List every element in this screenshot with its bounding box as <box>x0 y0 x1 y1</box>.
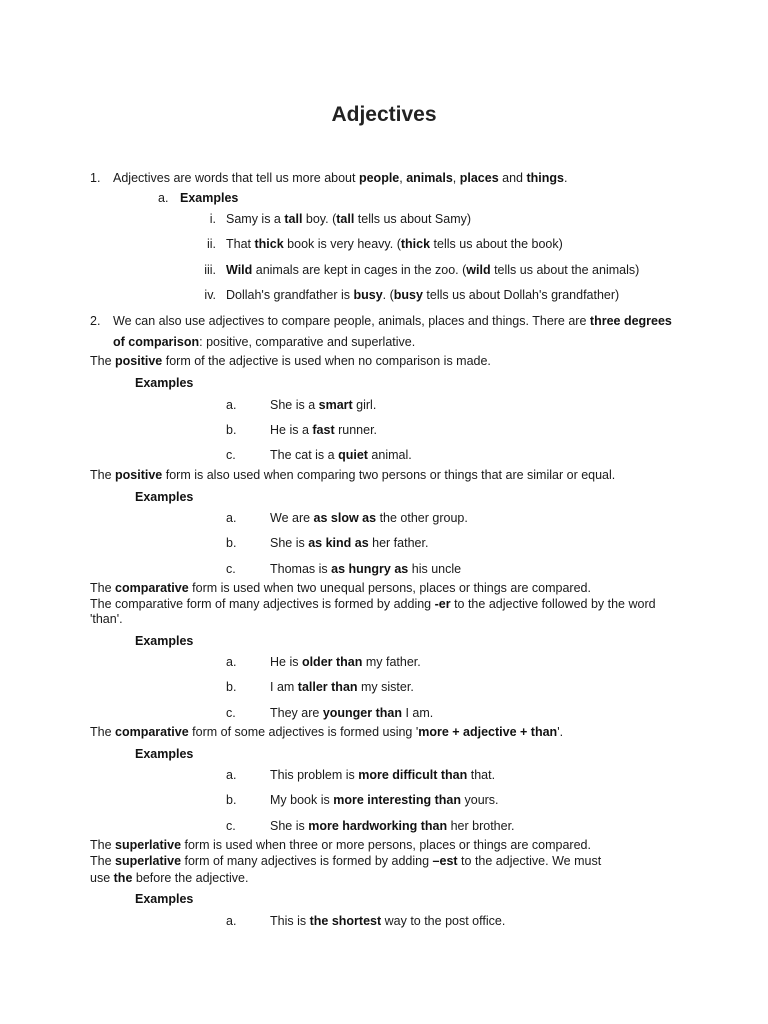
example-letter: b. <box>226 793 237 807</box>
bold-term: wild <box>466 263 491 277</box>
example-letter: a. <box>226 398 237 412</box>
example-letter: c. <box>226 706 236 720</box>
bold-term: tall <box>336 212 355 226</box>
bold-term: thick <box>400 237 431 251</box>
example-sentence: I am taller than my sister. <box>270 680 414 694</box>
bold-term: the shortest <box>309 914 382 928</box>
paragraph-line: 'than'. <box>90 612 123 626</box>
example-letter: c. <box>226 562 236 576</box>
bold-term: fast <box>312 423 335 437</box>
list-item-text: of comparison: positive, comparative and superlative. <box>113 335 416 349</box>
examples-heading: Examples <box>135 376 194 390</box>
example-letter: a. <box>226 511 237 525</box>
example-sentence: My book is more interesting than yours. <box>270 793 499 807</box>
examples-heading: Examples <box>135 892 194 906</box>
bold-term: superlative <box>115 854 182 868</box>
example-sentence: Thomas is as hungry as his uncle <box>270 562 462 576</box>
example-sentence: Wild animals are kept in cages in the zoo. (wild tells us about the animals) <box>226 263 640 277</box>
example-letter: b. <box>226 536 237 550</box>
bold-term: taller than <box>297 680 358 694</box>
sublist-letter: a. <box>158 191 169 205</box>
example-sentence: Samy is a tall boy. (tall tells us about Samy) <box>226 212 472 226</box>
list-item-text: Adjectives are words that tell us more about people, animals, places and things. <box>113 171 568 185</box>
examples-heading: Examples <box>180 191 239 205</box>
paragraph-line: use the before the adjective. <box>90 871 249 885</box>
list-number: 2. <box>90 314 101 328</box>
roman-numeral: ii. <box>206 237 216 251</box>
bold-term: things <box>526 171 564 185</box>
bold-term: Wild <box>226 263 253 277</box>
bold-term: quiet <box>338 448 368 462</box>
example-sentence: She is more hardworking than her brother. <box>270 819 515 833</box>
list-item-text: We can also use adjectives to compare people, animals, places and things. There are three degrees <box>113 314 672 328</box>
example-sentence: This is the shortest way to the post office. <box>270 914 506 928</box>
example-sentence: They are younger than I am. <box>270 706 434 720</box>
example-letter: a. <box>226 655 237 669</box>
examples-heading: Examples <box>135 490 194 504</box>
bold-term: animals <box>406 171 453 185</box>
bold-term: positive <box>115 354 163 368</box>
bold-term: the <box>113 871 133 885</box>
bold-term: more + adjective + than <box>418 725 558 739</box>
paragraph-line: The superlative form is used when three or more persons, places or things are compared. <box>90 838 591 852</box>
bold-term: three degrees <box>589 314 672 328</box>
bold-term: –est <box>432 854 458 868</box>
example-letter: a. <box>226 768 237 782</box>
example-letter: c. <box>226 448 236 462</box>
examples-heading: Examples <box>135 634 194 648</box>
bold-term: busy <box>353 288 383 302</box>
examples-heading: Examples <box>135 747 194 761</box>
example-sentence: We are as slow as the other group. <box>270 511 468 525</box>
bold-term: more difficult than <box>358 768 468 782</box>
paragraph-line: The positive form of the adjective is used when no comparison is made. <box>90 354 491 368</box>
bold-term: older than <box>301 655 363 669</box>
bold-term: thick <box>254 237 284 251</box>
paragraph-line: The positive form is also used when comparing two persons or things that are similar or equal. <box>90 468 616 482</box>
example-sentence: Dollah's grandfather is busy. (busy tells us about Dollah's grandfather) <box>226 288 620 302</box>
example-sentence: He is older than my father. <box>270 655 421 669</box>
bold-term: positive <box>115 468 163 482</box>
paragraph-line: The comparative form is used when two unequal persons, places or things are compared. <box>90 581 591 595</box>
bold-term: as hungry as <box>331 562 409 576</box>
bold-term: smart <box>318 398 353 412</box>
roman-numeral: iv. <box>204 288 216 302</box>
roman-numeral: i. <box>209 212 216 226</box>
bold-term: superlative <box>115 838 182 852</box>
roman-numeral: iii. <box>204 263 216 277</box>
paragraph-line: The comparative form of some adjectives is formed using 'more + adjective + than'. <box>90 725 564 739</box>
example-sentence: She is as kind as her father. <box>270 536 429 550</box>
bold-term: people <box>358 171 400 185</box>
bold-term: younger than <box>322 706 402 720</box>
example-letter: c. <box>226 819 236 833</box>
bold-term: -er <box>434 597 451 611</box>
paragraph-line: The superlative form of many adjectives is formed by adding –est to the adjective. We must <box>90 854 602 868</box>
bold-term: more hardworking than <box>308 819 448 833</box>
bold-term: tall <box>284 212 303 226</box>
bold-term: as slow as <box>313 511 377 525</box>
example-sentence: The cat is a quiet animal. <box>270 448 412 462</box>
example-letter: a. <box>226 914 237 928</box>
bold-term: places <box>459 171 499 185</box>
example-sentence: She is a smart girl. <box>270 398 377 412</box>
bold-term: busy <box>393 288 423 302</box>
list-number: 1. <box>90 171 101 185</box>
bold-term: of comparison <box>113 335 200 349</box>
bold-term: comparative <box>115 725 189 739</box>
example-sentence: This problem is more difficult than that. <box>270 768 496 782</box>
bold-term: more interesting than <box>333 793 462 807</box>
example-sentence: That thick book is very heavy. (thick tells us about the book) <box>226 237 563 251</box>
example-letter: b. <box>226 680 237 694</box>
example-sentence: He is a fast runner. <box>270 423 378 437</box>
example-letter: b. <box>226 423 237 437</box>
paragraph-line: The comparative form of many adjectives is formed by adding -er to the adjective followed by the word <box>90 597 656 611</box>
bold-term: as kind as <box>308 536 369 550</box>
document-title: Adjectives <box>331 103 437 126</box>
bold-term: comparative <box>115 581 189 595</box>
